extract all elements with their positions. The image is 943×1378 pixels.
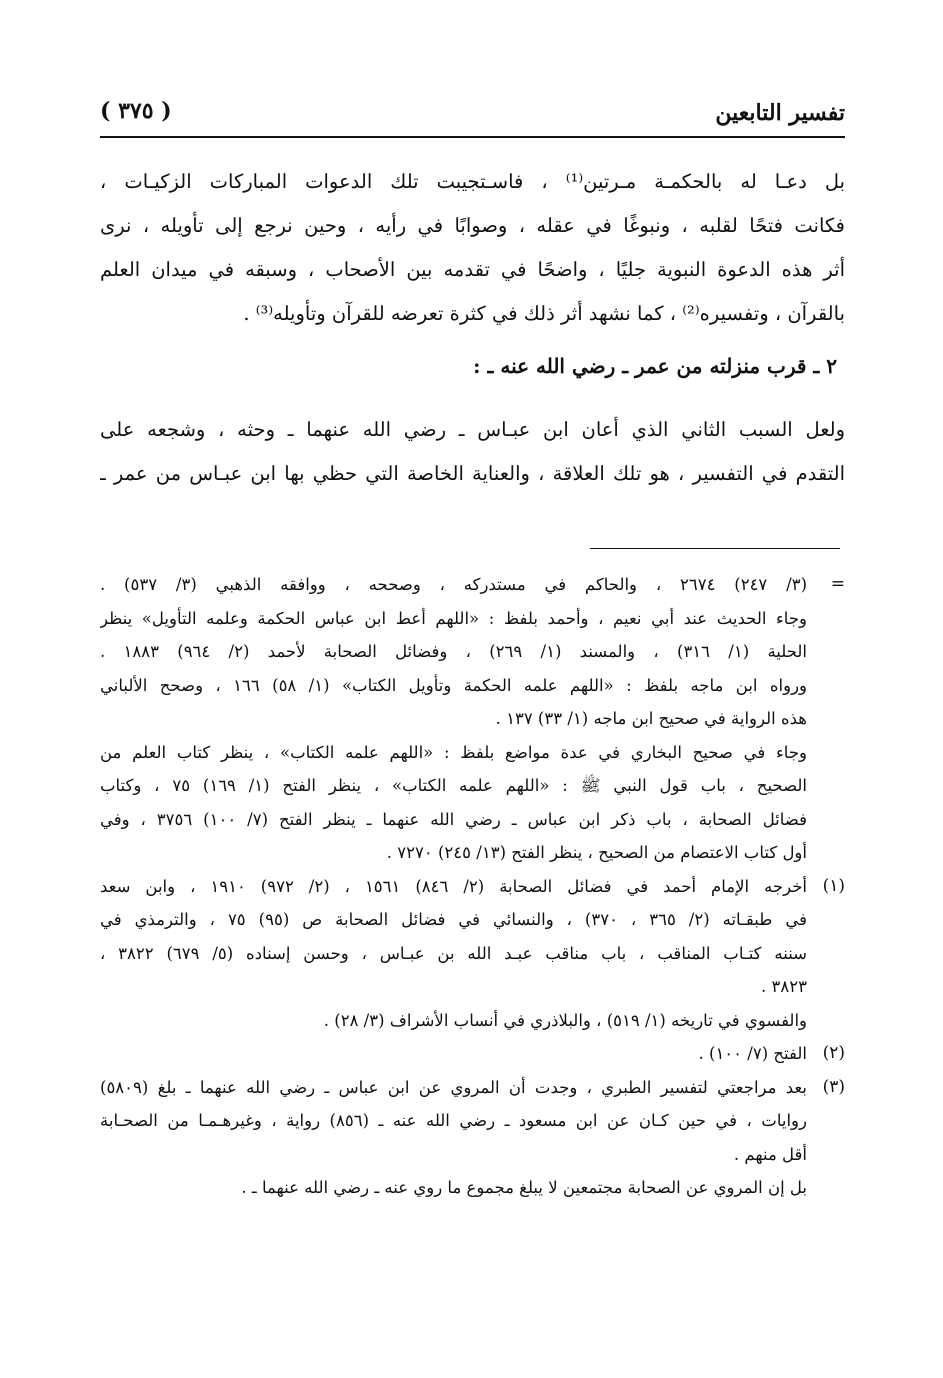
body-line: أثر هذه الدعوة النبوية جليًا ، واضحًا في تقدمه بين الأصحاب ، وسبقه في ميدان العلم xyxy=(100,258,845,281)
body-line: ولعل السبب الثاني الذي أعان ابن عبـاس ـ رضي الله عنهما ـ وحثه ، وشجعه على xyxy=(100,418,845,441)
footnotes xyxy=(100,568,845,1205)
footnote-line: وجاء في صحيح البخاري في عدة مواضع بلفظ : «اللهم علمه الكتاب» ، ينظر كتاب العلم من xyxy=(100,742,807,762)
footnote-line: ٣٨٢٣ . xyxy=(761,977,807,996)
footnote-line: بل إن المروي عن الصحابة مجتمعين لا يبلغ مجموع ما روي عنه ـ رضي الله عنهما ـ . xyxy=(241,1178,807,1197)
section-heading: ٢ ـ قرب منزلته من عمر ـ رضي الله عنه ـ : xyxy=(473,354,837,378)
body-line: فكانت فتحًا لقلبه ، ونبوغًا في عقله ، وصوابًا في رأيه ، وحين نرجع إلى تأويله ، نرى xyxy=(100,214,845,237)
footnote-line: بعد مراجعتي لتفسير الطبري ، وجدت أن المروي عن ابن عباس ـ رضي الله عنهما ـ بلغ (٥٨٠٩) xyxy=(100,1077,807,1097)
footnote-line: الحلية (١/ ٣١٦) ، والمسند (١/ ٢٦٩) ، وفضائل الصحابة لأحمد (٢/ ٩٦٤) ١٨٨٣ . xyxy=(100,642,807,661)
footnote-separator xyxy=(590,548,840,549)
footnote-line: أقل منهم . xyxy=(733,1144,807,1164)
footnote-line: الفتح (٧/ ١٠٠) . xyxy=(698,1044,807,1063)
footnote-line: ورواه ابن ماجه بلفظ : «اللهم علمه الحكمة وتأويل الكتاب» (١/ ٥٨) ١٦٦ ، وصحح الألباني xyxy=(100,675,807,695)
footnote-line: فضائل الصحابة ، باب ذكر ابن عباس ـ رضي الله عنهما ـ ينظر الفتح (٧/ ١٠٠) ٣٧٥٦ ، وفي xyxy=(100,809,807,829)
footnote-3 xyxy=(100,1071,845,1205)
footnote-line: روايات ، في حين كـان عن ابن مسعود ـ رضي الله عنه ـ (٨٥٦) رواية ، وغيرهـمـا من الصحـابة xyxy=(100,1111,807,1130)
body-line: بل دعـا له بالحكمـة مـرتين⁽¹⁾ ، فاسـتجيبت تلك الدعوات المباركات الزكيـات ، xyxy=(100,170,845,193)
footnote-marker: (٢) xyxy=(822,1043,845,1063)
page-header xyxy=(100,96,845,134)
body-line: التقدم في التفسير ، هو تلك العلاقة ، والعناية الخاصة التي حظي بها ابن عبـاس من عمر ـ xyxy=(100,462,845,485)
page-number: ( ٣٧٥ ) xyxy=(100,98,172,124)
body-line: بالقرآن ، وتفسيره⁽²⁾ ، كما نشهد أثر ذلك في كثرة تعرضه للقرآن وتأويله⁽³⁾ . xyxy=(243,302,845,325)
footnote-line: أول كتاب الاعتصام من الصحيح ، ينظر الفتح (١٣/ ٢٤٥) ٧٢٧٠ . xyxy=(386,843,807,862)
footnote-line: أخرجه الإمام أحمد في فضائل الصحابة (٢/ ٨٤٦) ١٥٦١ ، (٢/ ٩٧٢) ١٩١٠ ، وابن سعد xyxy=(100,876,807,896)
body-text xyxy=(100,160,845,496)
footnote-marker: (٣) xyxy=(822,1076,845,1097)
footnote-line: هذه الرواية في صحيح ابن ماجه (١/ ٣٣) ١٣٧ . xyxy=(495,709,807,728)
footnote-continuation xyxy=(100,568,845,870)
footnote-line: في طبقـاته (٢/ ٣٦٥ ، ٣٧٠) ، والنسائي في فضائل الصحابة ص (٩٥) ٧٥ ، والترمذي في xyxy=(100,910,807,929)
footnote-marker: (١) xyxy=(822,875,845,896)
footnote-line: (٣/ ٢٤٧) ٢٦٧٤ ، والحاكم في مستدركه ، وصححه ، ووافقه الذهبي (٣/ ٥٣٧) . xyxy=(100,575,807,594)
footnote-2 xyxy=(100,1037,845,1071)
footnote-line: وجاء الحديث عند أبي نعيم ، وأحمد بلفظ : «اللهم أعط ابن عباس الحكمة وعلمه التأويل» ينظر xyxy=(100,608,807,628)
running-title: تفسير التابعين xyxy=(715,100,845,126)
footnote-line: والفسوي في تاريخه (١/ ٥١٩) ، والبلاذري في أنساب الأشراف (٣/ ٢٨) . xyxy=(323,1010,807,1030)
footnote-line: الصحيح ، باب قول النبي ﷺ : «اللهم علمه الكتاب» ، ينظر الفتح (١/ ١٦٩) ٧٥ ، وكتاب xyxy=(100,776,807,795)
footnote-marker: = xyxy=(830,574,845,594)
footnote-line: سننه كتـاب المناقب ، باب مناقب عبـد الله بن عبـاس ، وحسن إسناده (٥/ ٦٧٩) ٣٨٢٢ ، xyxy=(100,943,807,963)
footnote-1 xyxy=(100,870,845,1038)
header-rule xyxy=(100,136,845,138)
